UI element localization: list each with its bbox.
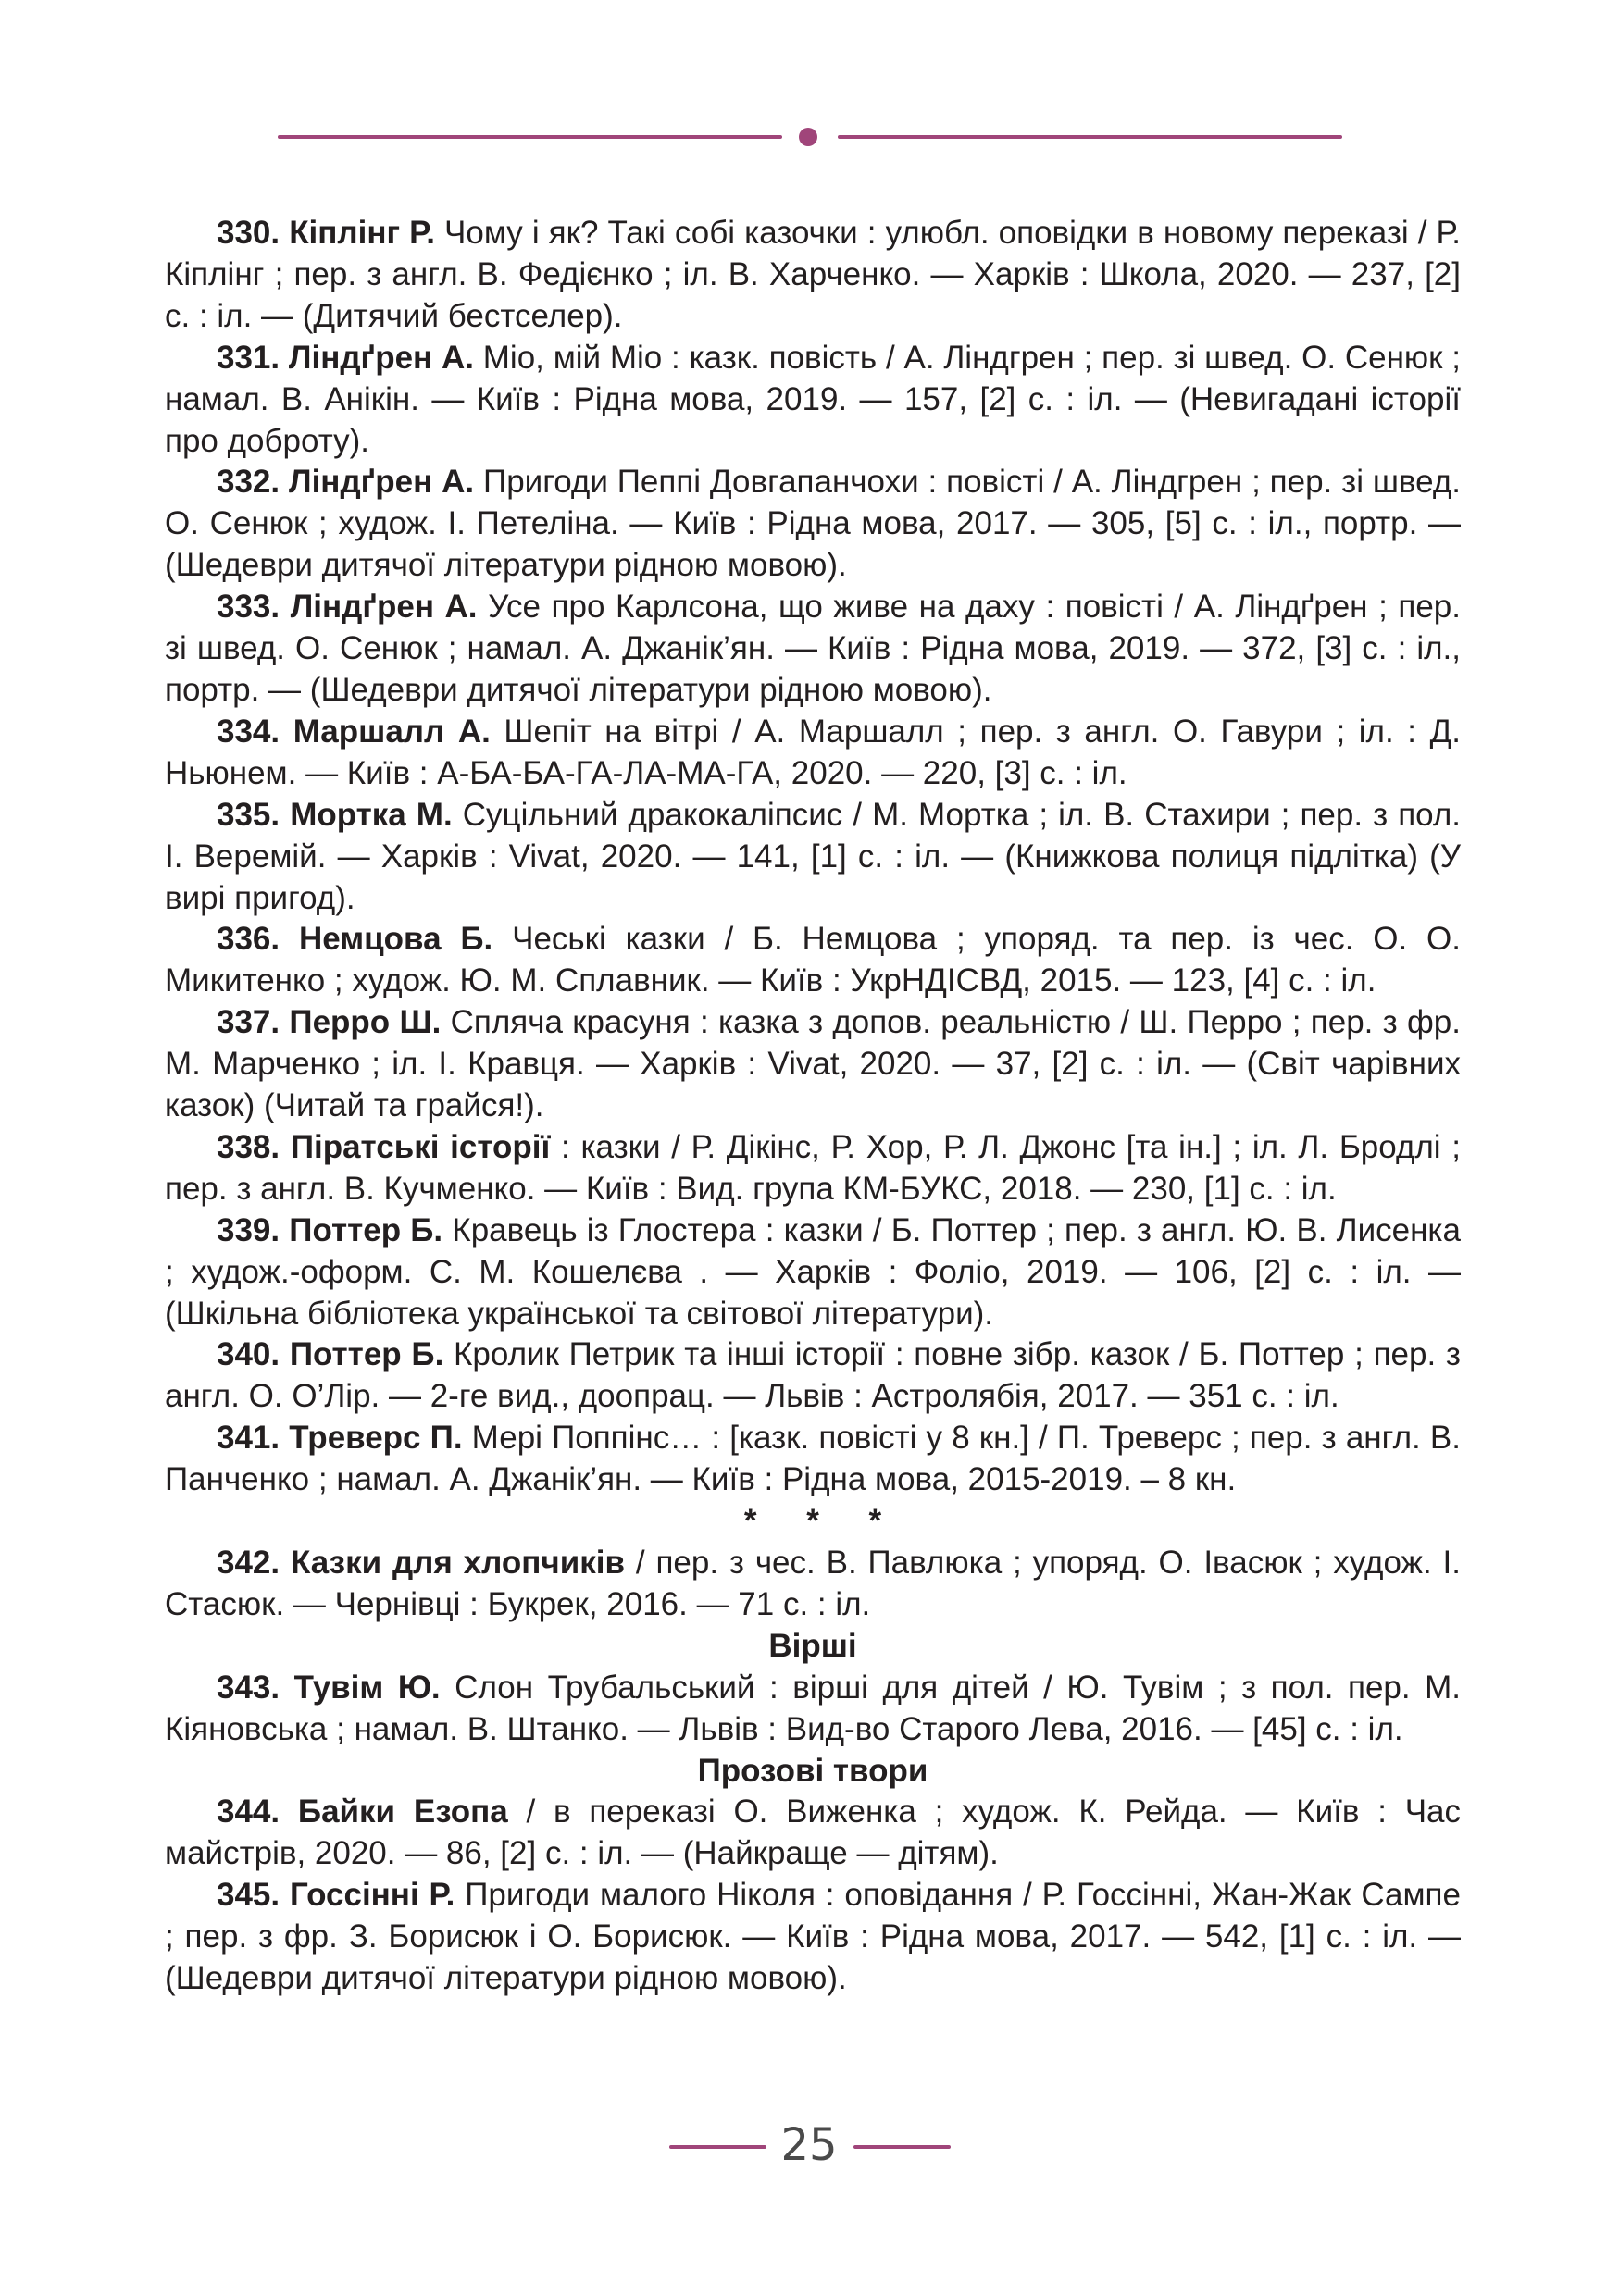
bibliography-entry [165, 712, 1461, 795]
entry-number: 343. [217, 1669, 280, 1706]
entry-number: 338. [217, 1128, 280, 1165]
section-separator: * * * [743, 1503, 903, 1540]
bibliography-entry [165, 213, 1461, 338]
entry-heading: Казки для хлопчиків [290, 1545, 626, 1581]
bibliography-entry [165, 1792, 1461, 1875]
entry-text: Спляча красуня : казка з допов. реальністю / Ш. Перро ; пер. з фр. М. Марченко ; іл. І. Кравця. — Харків : Vivat, 2020. — 37, [2] с. : іл. — (Світ чарівних казок) (Читай та грайся!). [165, 1004, 1461, 1124]
bibliography-entry [165, 1002, 1461, 1127]
entry-number: 344. [217, 1793, 280, 1831]
bibliography-entry [165, 587, 1461, 712]
entry-text: / в переказі О. Виженка ; худож. К. Рейда. — Київ : Час майстрів, 2020. — 86, [2] с. : іл. — (Найкраще — дітям). [165, 1793, 1461, 1872]
entry-text: Міо, мій Міо : казк. повість / А. Ліндгрен ; пер. зі швед. О. Сенюк ; намал. В. Анікін. — Київ : Рідна мова, 2019. — 157, [2] с. : іл. — (Невигадані історії про доброту). [165, 339, 1461, 459]
entry-text: Кравець із Глостера : казки / Б. Поттер ; пер. з англ. Ю. В. Лисенка ; худож.-оформ. С. М. Кошелєва . — Харків : Фоліо, 2019. — 106, [2] с. : іл. — (Шкільна бібліотека української та світової літератури). [165, 1211, 1461, 1332]
entry-heading: Байки Езопа [297, 1793, 508, 1831]
entry-number: 333. [217, 589, 280, 626]
bibliography-entry [165, 1543, 1461, 1626]
entry-number: 336. [217, 921, 280, 958]
top-ornament [278, 128, 1342, 146]
entry-text: Слон Трубальський : вірші для дітей / Ю. Тувім ; з пол. пер. М. Кіяновська ; намал. В. Штанко. — Львів : Вид-во Старого Лева, 2016. — [45] с. : іл. [165, 1669, 1461, 1747]
entry-text: Кролик Петрик та інші історії : повне зібр. казок / Б. Поттер ; пер. з англ. О. О’Лір. — 2-ге вид., доопрац. — Львів : Астролябія, 2017. — 351 с. : іл. [165, 1336, 1461, 1415]
ornament-line-right [838, 135, 1342, 139]
entry-text: Мері Поппінс… : [казк. повісті у 8 кн.] / П. Треверс ; пер. з англ. В. Панченко ; намал. А. Джанік’ян. — Київ : Рідна мова, 2015-2019. – 8 кн. [165, 1420, 1461, 1498]
entry-heading: Треверс П. [289, 1420, 463, 1457]
page-footer [0, 2119, 1619, 2175]
footer-line-right [853, 2145, 951, 2149]
bibliography-entry [165, 919, 1461, 1002]
entry-text: Шепіт на вітрі / А. Маршалл ; пер. з англ. О. Гавури ; іл. : Д. Ньюнем. — Київ : А-БА-БА-ГА-ЛА-МА-ГА, 2020. — 220, [3] с. : іл. [165, 713, 1461, 791]
entry-heading: Перро Ш. [289, 1004, 442, 1041]
entry-heading: Ліндґрен А. [288, 339, 474, 376]
entry-heading: Піратські історії [290, 1128, 551, 1165]
entry-number: 339. [217, 1211, 280, 1248]
section-heading-prose: Прозові твори [697, 1752, 928, 1789]
entry-heading: Госсінні Р. [290, 1877, 455, 1914]
bibliography-list [165, 213, 1461, 2000]
bibliography-entry [165, 1334, 1461, 1418]
entry-heading: Мортка М. [290, 796, 453, 833]
bibliography-entry [165, 1668, 1461, 1751]
entry-text: Чеські казки / Б. Немцова ; упоряд. та пер. із чес. О. О. Микитенко ; худож. Ю. М. Сплавник. — Київ : УкрНДІСВД, 2015. — 123, [4] с. : іл. [165, 921, 1461, 999]
section-heading-poems: Вірші [768, 1627, 857, 1664]
ornament-line-left [278, 135, 782, 139]
entry-heading: Тувім Ю. [293, 1669, 441, 1706]
ornament-dot [799, 128, 817, 146]
entry-text: Пригоди Пеппі Довгапанчохи : повісті / А. Ліндгрен ; пер. зі швед. О. Сенюк ; худож. І. Петеліна. — Київ : Рідна мова, 2017. — 305, [5] с. : іл., портр. — (Шедеври дитячої літератури рідною мовою). [165, 464, 1461, 584]
entry-heading: Поттер Б. [289, 1336, 444, 1373]
page-number: 25 [780, 2119, 838, 2171]
entry-number: 341. [217, 1420, 280, 1457]
entry-heading: Ліндґрен А. [289, 464, 475, 501]
entry-text: : казки / Р. Дікінс, Р. Хор, Р. Л. Джонс [та ін.] ; іл. Л. Бродлі ; пер. з англ. В. Кучменко. — Київ : Вид. група КМ-БУКС, 2018. — 230, [1] с. : іл. [165, 1128, 1461, 1207]
entry-text: Суцільний дракокаліпсис / М. Мортка ; іл. В. Стахири ; пер. з пол. І. Веремій. — Харків : Vivat, 2020. — 141, [1] с. : іл. — (Книжкова полиця підлітка) (У вирі пригод). [165, 796, 1461, 916]
entry-text: / пер. з чес. В. Павлюка ; упоряд. О. Івасюк ; худож. І. Стасюк. — Чернівці : Букрек, 2016. — 71 с. : іл. [165, 1545, 1461, 1622]
entry-heading: Кіплінг Р. [289, 215, 435, 251]
bibliography-entry [165, 1875, 1461, 2000]
bibliography-entry [165, 1418, 1461, 1501]
entry-heading: Маршалл А. [293, 713, 491, 750]
entry-number: 337. [217, 1004, 280, 1041]
bibliography-entry [165, 338, 1461, 463]
bibliography-entry [165, 1127, 1461, 1210]
entry-number: 342. [217, 1545, 280, 1581]
entry-heading: Немцова Б. [298, 921, 493, 958]
bibliography-entry [165, 462, 1461, 587]
entry-number: 345. [217, 1877, 280, 1914]
entry-text: Чому і як? Такі собі казочки : улюбл. оповідки в новому переказі / Р. Кіплінг ; пер. з англ. В. Федієнко ; іл. В. Харченко. — Харків : Школа, 2020. — 237, [2] с. : іл. — (Дитячий бестселер). [165, 215, 1461, 334]
entry-heading: Поттер Б. [289, 1211, 443, 1248]
entry-number: 335. [217, 796, 280, 833]
bibliography-entry [165, 795, 1461, 920]
entry-text: Усе про Карлсона, що живе на даху : повісті / А. Ліндґрен ; пер. зі швед. О. Сенюк ; намал. А. Джанік’ян. — Київ : Рідна мова, 2019. — 372, [3] с. : іл., портр. — (Шедеври дитячої літератури рідною мовою). [165, 589, 1461, 708]
entry-number: 340. [217, 1336, 280, 1373]
entry-heading: Ліндґрен А. [290, 589, 478, 626]
entry-number: 334. [217, 713, 280, 750]
entry-number: 330. [217, 215, 280, 251]
bibliography-entry [165, 1210, 1461, 1335]
footer-line-left [669, 2145, 766, 2149]
entry-number: 331. [217, 339, 280, 376]
entry-number: 332. [217, 464, 280, 501]
entry-text: Пригоди малого Ніколя : оповідання / Р. Госсінні, Жан-Жак Сампе ; пер. з фр. З. Борисюк і О. Борисюк. — Київ : Рідна мова, 2017. — 542, [1] с. : іл. — (Шедеври дитячої літератури рідною мовою). [165, 1877, 1461, 1997]
